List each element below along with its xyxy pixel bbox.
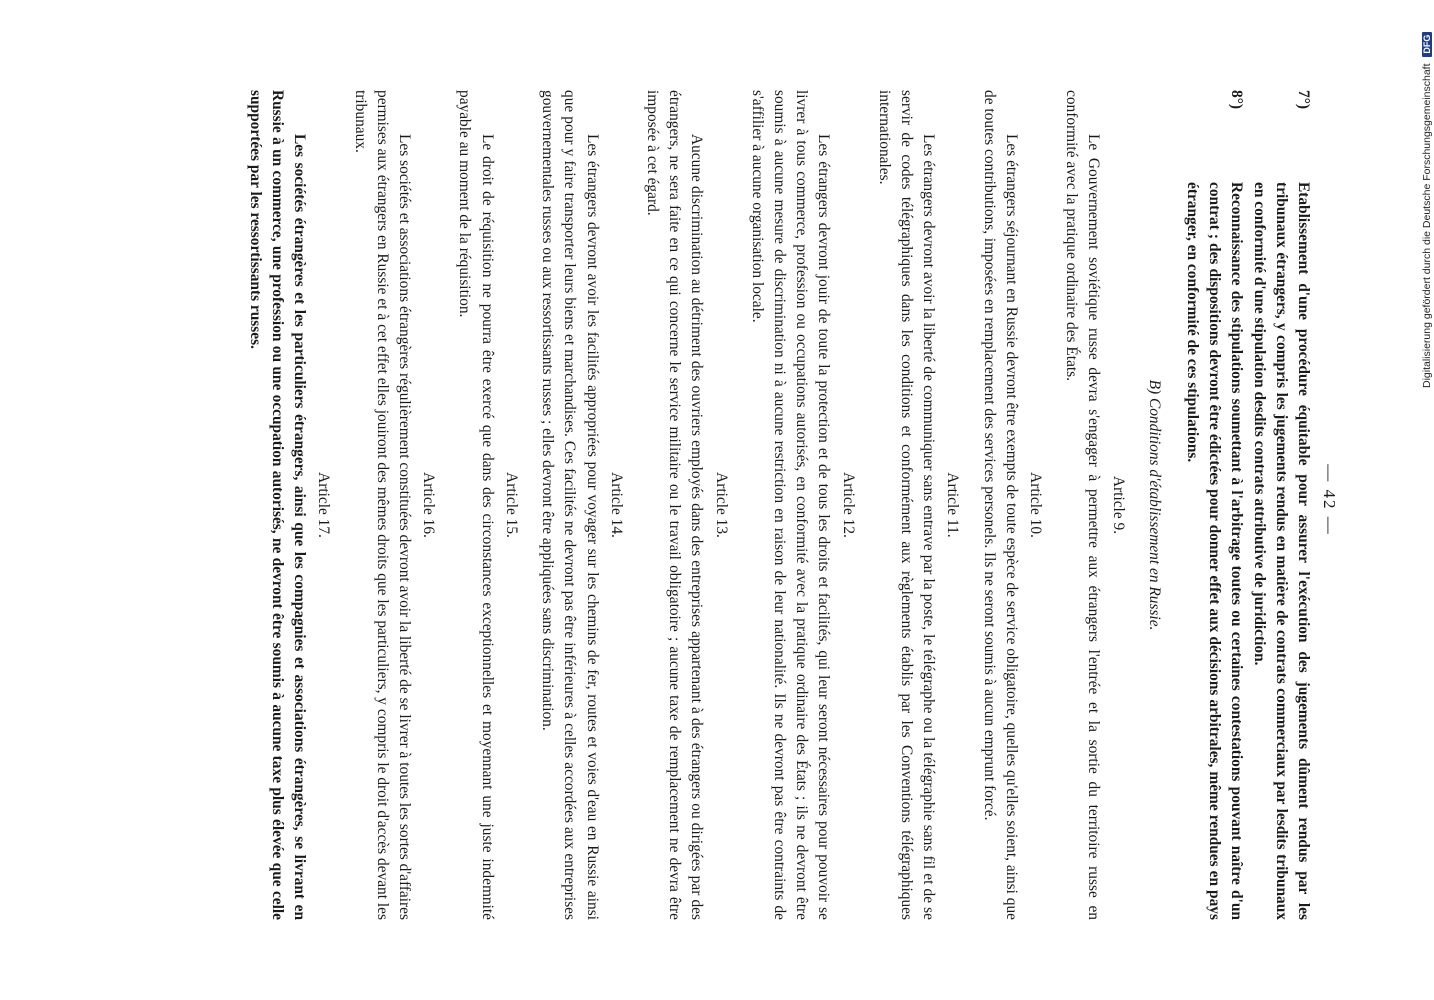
article-text: Les étrangers devront avoir les facilités appropriées pour voyager sur les chemins de fer, routes et voies d'eau en Russie ainsi que pour y faire transporter leurs biens et marchandises. Ces facilités ne devront pas être inférieures à celles accordées aux entreprises gouvernementales russes ou aux ressortissants russes ; elles devront être appliquées sans discrimination. [539, 90, 601, 920]
list-item-number: 8°) [1228, 90, 1246, 109]
list-item-text: Reconnaissance des stipulations soumettant à l'arbitrage toutes ou certaines contestations pouvant naître d'un contrat ; des dispositions devront être édictées pour donner effet aux décisions arbitrales, même rendues en pays étranger, en conformité de ces stipulations. [1183, 182, 1246, 920]
article-title: Article 9. [1109, 475, 1127, 535]
article-16 [348, 90, 439, 920]
credit-text: Digitalisierung gefördert durch die Deutsche Forschungsgemeinschaft [1421, 63, 1433, 388]
article-title: Article 16. [420, 472, 438, 538]
article-title: Article 17. [315, 472, 333, 538]
article-10 [977, 90, 1046, 920]
article-13 [641, 90, 732, 920]
rotated-document-page [102, 70, 1362, 930]
dfg-logo-icon: DFG [1422, 32, 1432, 57]
article-text: Les sociétés et associations étrangères régulièrement constituées devront avoir la liberté de se livrer à toutes les sortes d'affaires permises aux étrangers en Russie et à cet effet elles jouiront des mêmes droits que les particuliers, y compris le droit d'accès devant les tribunaux. [351, 90, 414, 920]
document-body [244, 90, 1314, 920]
article-title: Article 10. [1026, 472, 1044, 538]
article-text: Le droit de réquisition ne pourra être exercé que dans des circonstances exceptionnelles et moyennant une juste indemnité payable au moment de la réquisition. [456, 90, 496, 920]
section-heading: B) Conditions d'établissement en Russie. [1145, 379, 1163, 631]
article-title: Article 15. [502, 472, 520, 538]
page-number: — 42 — [1320, 464, 1339, 536]
article-12 [746, 90, 859, 920]
digitization-credit-line [1421, 32, 1433, 388]
article-14 [536, 90, 627, 920]
article-11 [873, 90, 964, 920]
list-item-7 [1247, 90, 1314, 920]
article-15 [453, 90, 522, 920]
article-title: Article 14. [607, 472, 625, 538]
article-17 [244, 90, 335, 920]
article-text: Les étrangers séjournant en Russie devront être exempts de toute espèce de service obligatoire, quelles qu'elles soient, ainsi que de toutes contributions, imposées en remplacement des services personels. Ils ne seront soumis à aucun emprunt forcé. [980, 90, 1020, 920]
list-item-number: 7°) [1295, 90, 1312, 109]
list-item-text: Etablissement d'une procédure équitable pour assurer l'exécution des jugements dûment rendus par les tribunaux étrangers, y compris les jugements rendus en matière de contrats commerciaux par lesdits tribunaux en conformité d'une stipulation desdits contrats attributive de juridiction. [1250, 182, 1312, 920]
list-item-8 [1181, 90, 1248, 920]
digitization-credit [1420, 8, 1434, 388]
article-text: Les étrangers devront jouir de toute la protection et de tous les droits et facilités, qui leur seront nécessaires pour pouvoir se livrer à tous commerce, profession ou occupations autorisés, en conformité avec la pratique ordinaire des États ; ils ne devront être soumis à aucune mesure de discrimination ni à aucune restriction en raison de leur nationalité. Ils ne devront pas être contraints de s'affilier à aucune organisation locale. [748, 90, 833, 920]
article-text: Aucune discrimination au détriment des ouvriers employés dans des entreprises appartenant à des étrangers ou dirigées par des étrangers, ne sera faite en ce qui concerne le service militaire ou le travail obligatoire ; aucune taxe de remplacement ne devra être imposée à cet égard. [643, 90, 706, 920]
article-9 [1060, 90, 1129, 920]
article-text: Le Gouvernement soviétique russe devra s'engager à permettre aux étrangers l'entrée et la sortie du territoire russe en conformité avec la pratique ordinaire des États. [1063, 90, 1103, 920]
article-title: Article 12. [839, 472, 857, 538]
article-text: Les sociétés étrangères et les particuliers étrangers, ainsi que les compagnies et associations étrangères, se livrant en Russie à un commerce, une profession ou une occupation autorisés, ne devront être soumis à aucune taxe plus élevée que celle supportées par les ressortissants russes. [246, 90, 309, 920]
article-text: Les étrangers devront avoir la liberté de communiquer sans entrave par la poste, le télégraphe ou la télégraphie sans fil et de se servir de codes télégraphiques dans les conditions et conformément aux règlements établis par les Conventions télégraphiques internationales. [875, 90, 938, 920]
article-title: Article 13. [712, 472, 730, 538]
article-title: Article 11. [944, 472, 962, 538]
